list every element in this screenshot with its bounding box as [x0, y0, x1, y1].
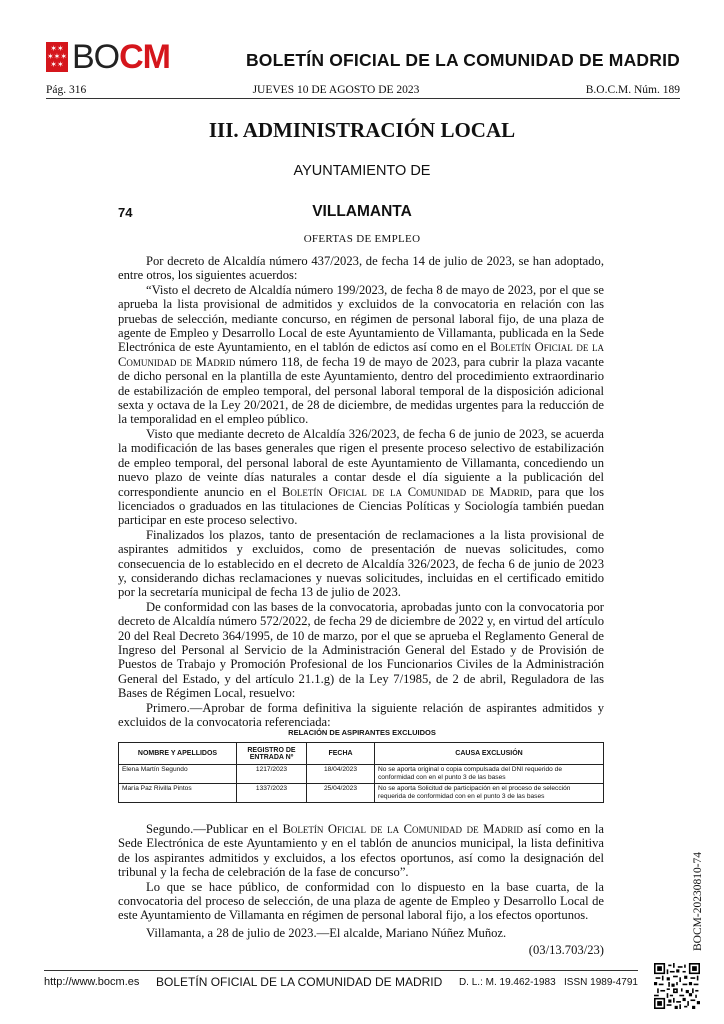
- cell-name: Elena Martín Segundo: [119, 765, 237, 784]
- section-title: III. ADMINISTRACIÓN LOCAL: [208, 118, 516, 142]
- paragraph: De conformidad con las bases de la convocatoria, aprobadas junto con la convocatoria por decreto de Alcaldía número 572/2022, de fecha 29 de diciembre de 2022 y, en virtud del artículo 20 del Real Decreto 364/1995, de 10 de marzo, por el que se aprueba el Reglamento General de Ingreso del Personal al Servicio de la Administración General del Estado y de Provisión de Puestos de Trabajo y Promoción Profesional de los Funcionarios Civiles de la Administración General del Estado, y del artículo 21.1.g) de la Ley 7/1985, de 2 de abril, Reguladora de las Bases de Régimen Local, resuelvo:: [118, 599, 604, 701]
- header-title: BOLETÍN OFICIAL DE LA COMUNIDAD DE MADRID: [245, 50, 680, 70]
- table-row: [119, 765, 604, 784]
- organization: AYUNTAMIENTO DE: [293, 163, 431, 179]
- footer-url[interactable]: http://www.bocm.es: [44, 976, 140, 988]
- paragraph: Lo que se hace público, de conformidad con lo dispuesto en la base cuarta, de la convocatoria del proceso de selección, de una plaza de agente de Empleo y Desarrollo Local de este Ayuntamiento de Villamanta en régimen de personal laboral fijo, a los efectos oportunos.: [118, 879, 604, 923]
- cell-date: 18/04/2023: [307, 765, 375, 784]
- bocm-logo: [46, 40, 170, 74]
- reference-code: (03/13.703/23): [528, 943, 604, 958]
- issue-date: JUEVES 10 DE AGOSTO DE 2023: [252, 84, 420, 96]
- column-header: REGISTRO DE ENTRADA Nº: [237, 743, 307, 765]
- side-code: BOCM-20230810-74: [692, 851, 704, 951]
- madrid-stars-icon: ✶✶ ✶✶✶ ✶✶: [46, 42, 68, 72]
- table-title: RELACIÓN DE ASPIRANTES EXCLUIDOS: [288, 728, 436, 737]
- cell-date: 25/04/2023: [307, 784, 375, 803]
- cell-cause: No se aporta original o copia compulsada del DNI requerido de conformidad con en el punto 3 de las bases: [375, 765, 604, 784]
- municipality: VILLAMANTA: [312, 203, 412, 220]
- meta-row: [46, 84, 680, 99]
- paragraph: “Visto el decreto de Alcaldía número 199/2023, de fecha 8 de mayo de 2023, por el que se aprueba la lista provisional de admitidos y excluidos de la convocatoria en relación con las pruebas de selección, mediante concurso, en régimen de personal laboral fijo, de una plaza de agente de Empleo y Desarrollo Local de este Ayuntamiento de Villamanta, publicada en la Sede Electrónica de este Ayuntamiento, en el tablón de edictos así como en el Boletín Oficial de la Comunidad de Madrid número 118, de fecha 19 de mayo de 2023, para cubrir la plaza vacante de dicho personal en la plantilla de este Ayuntamiento, dentro del procedimiento extraordinario de estabilización de empleo temporal, del personal laboral temporal de la disposición adicional sexta y octava de la Ley 20/2021, de 28 de diciembre, de medidas urgentes para la reducción de la temporalidad en el empleo público.: [118, 282, 605, 427]
- paragraph: Por decreto de Alcaldía número 437/2023, de fecha 14 de julio de 2023, se han adoptado, entre otros, los siguientes acuerdos:: [118, 254, 604, 283]
- excluded-table: [118, 742, 604, 803]
- qr-code-icon: [654, 963, 700, 1009]
- column-header: CAUSA EXCLUSIÓN: [375, 743, 604, 765]
- subject: OFERTAS DE EMPLEO: [303, 233, 421, 245]
- table-row: [119, 784, 604, 803]
- issue-number: B.O.C.M. Núm. 189: [585, 84, 680, 96]
- cell-registry: 1337/2023: [237, 784, 307, 803]
- paragraph: Finalizados los plazos, tanto de presentación de reclamaciones a la lista provisional de aspirantes admitidos y excluidos, como de presentación de nuevas solicitudes, como consecuencia de lo establecido en el decreto de Alcaldía 326/2023, de fecha 6 de junio de 2023 y, considerando dichas reclamaciones y nuevas solicitudes, incluidas en el certificado emitido por la secretaría municipal de fecha 13 de julio de 2023.: [118, 527, 604, 600]
- paragraph: Primero.—Aprobar de forma definitiva la siguiente relación de aspirantes admitidos y excluidos de la convocatoria referenciada:: [118, 700, 604, 729]
- body-text-top: [118, 254, 604, 729]
- body-text-bottom: [118, 822, 604, 958]
- column-header: NOMBRE Y APELLIDOS: [119, 743, 237, 765]
- signature-line: Villamanta, a 28 de julio de 2023.—El alcalde, Mariano Núñez Muñoz.: [146, 925, 507, 940]
- page-number: Pág. 316: [46, 84, 87, 96]
- table-header-row: [119, 743, 604, 765]
- paragraph: Segundo.—Publicar en el Boletín Oficial de la Comunidad de Madrid así como en la Sede Electrónica de este Ayuntamiento y en el tablón de anuncios municipal, la lista definitiva de los aspirantes admitidos y excluidos, a los efectos oportunos, así como la designación del tribunal y la fecha de celebración de la fase de concurso”.: [118, 822, 604, 880]
- footer-title: BOLETÍN OFICIAL DE LA COMUNIDAD DE MADRID: [156, 975, 443, 989]
- cell-cause: No se aporta Solicitud de participación en el proceso de selección requerida de conformidad con en el punto 3 de las bases: [375, 784, 604, 803]
- cell-name: María Paz Rivilla Pintos: [119, 784, 237, 803]
- column-header: FECHA: [307, 743, 375, 765]
- logo-text: BOCM: [72, 38, 171, 76]
- cell-registry: 1217/2023: [237, 765, 307, 784]
- paragraph: Visto que mediante decreto de Alcaldía 326/2023, de fecha 6 de junio de 2023, se acuerda la modificación de las bases generales que rigen el presente proceso selectivo de estabilización de empleo temporal, del personal laboral de este Ayuntamiento de Villamanta, concediendo un nuevo plazo de veinte días naturales a contar desde el día siguiente a la publicación del correspondiente anuncio en el Boletín Oficial de la Comunidad de Madrid, para que los licenciados o graduados en las titulaciones de Ciencias Políticas y Sociología también puedan participar en este proceso selectivo.: [118, 426, 604, 528]
- entry-number: 74: [118, 205, 133, 220]
- footer: [44, 970, 638, 989]
- footer-legal: D. L.: M. 19.462-1983 ISSN 1989-4791: [458, 976, 638, 988]
